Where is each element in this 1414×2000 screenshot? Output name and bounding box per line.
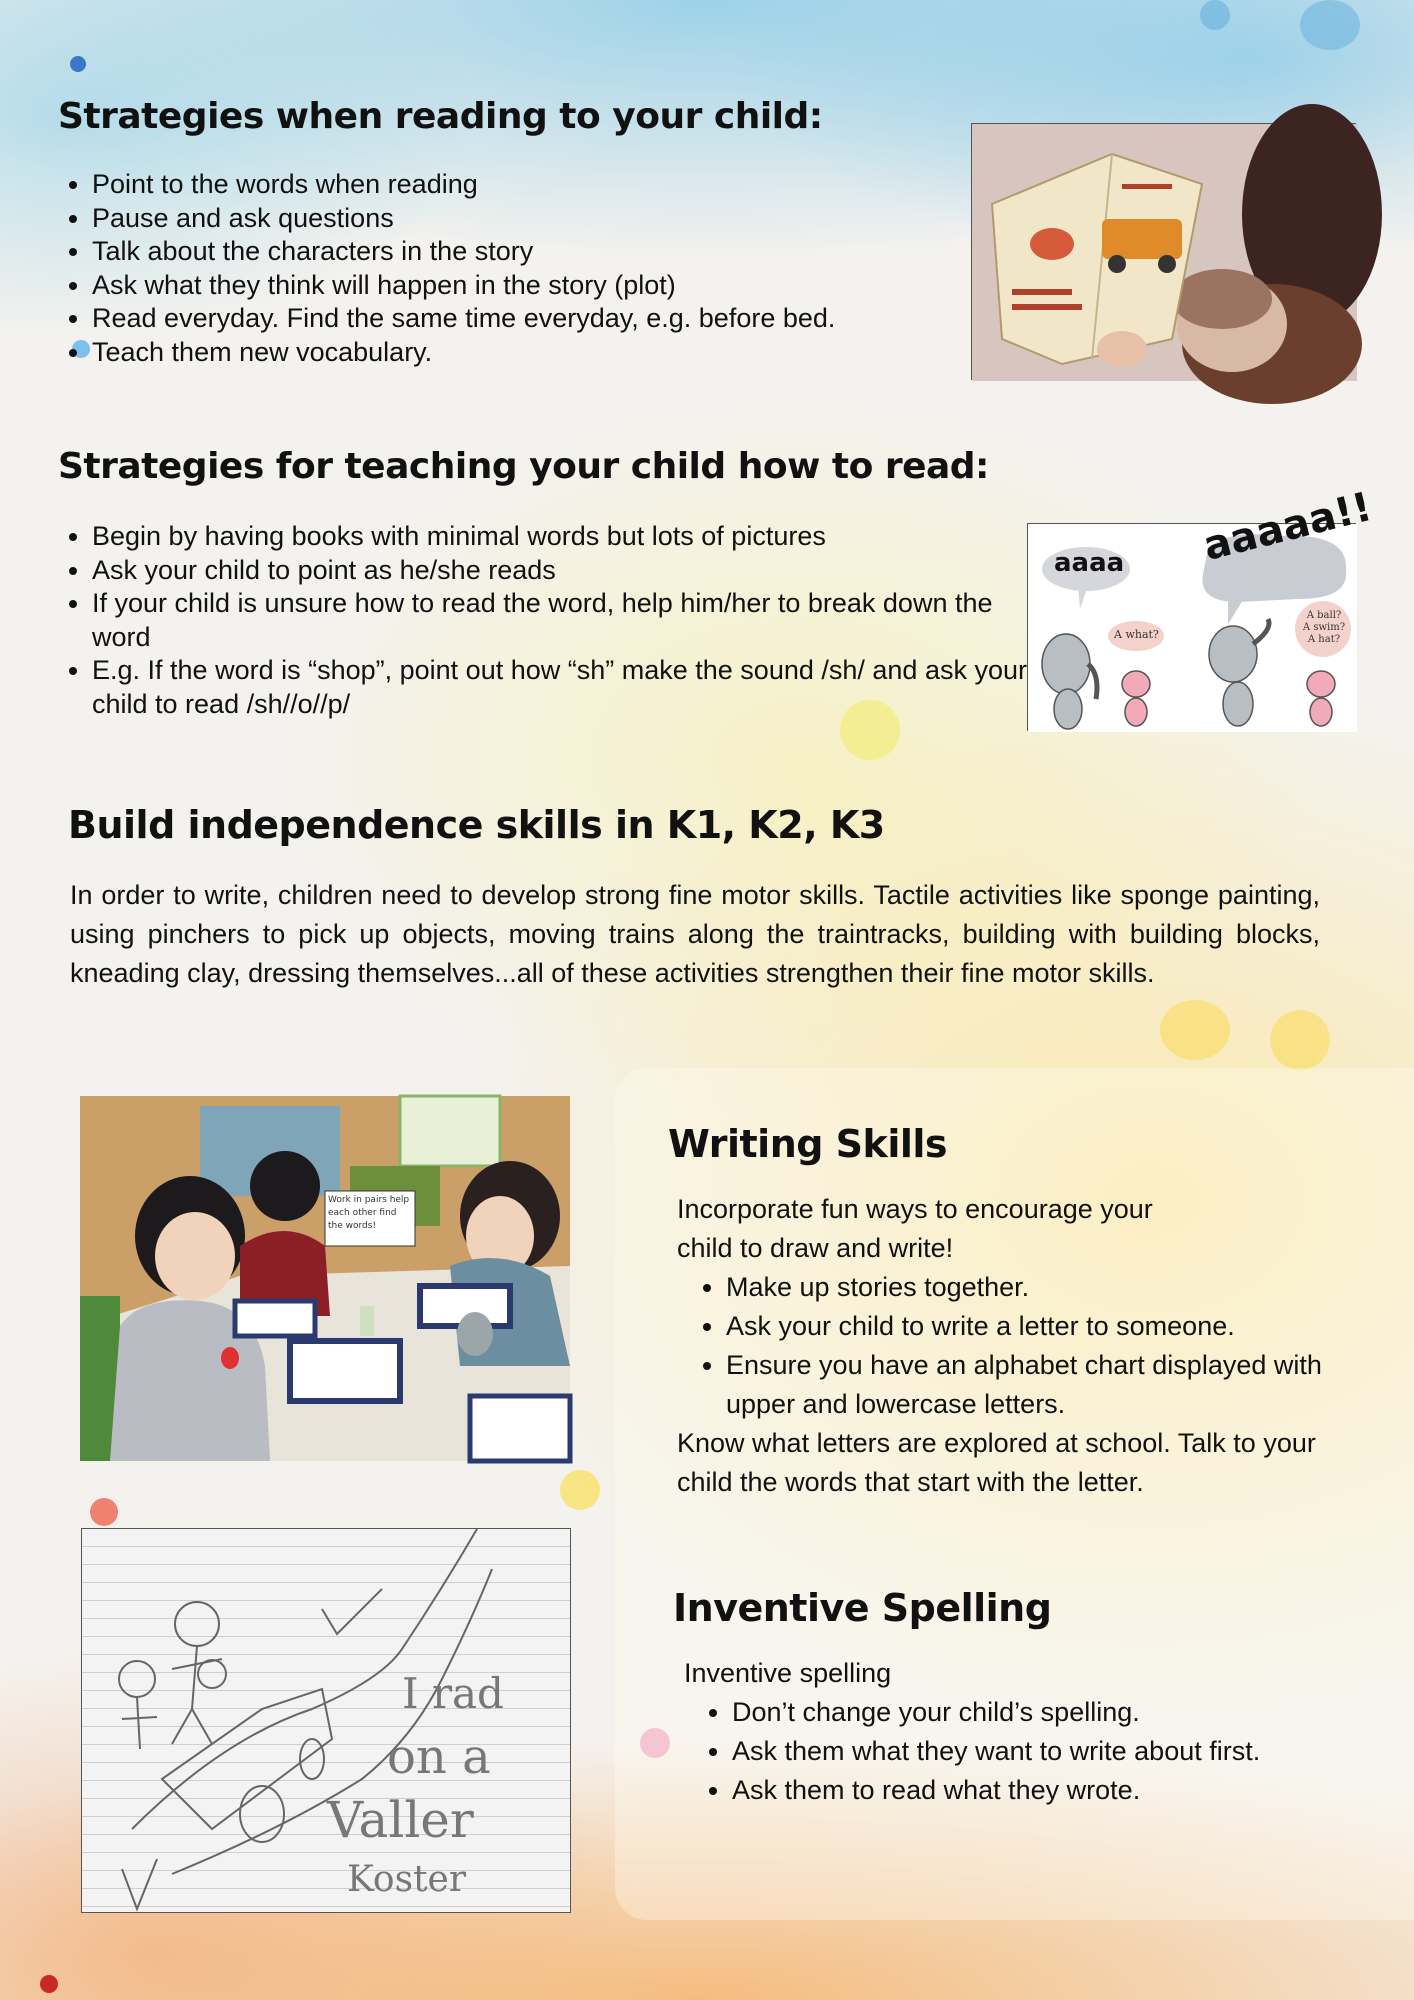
drawing-words <box>82 1529 572 1914</box>
list-item: • Teach them new vocabulary. <box>92 336 972 370</box>
list-item: • Pause and ask questions <box>92 202 972 236</box>
list-item: • Ask your child to write a letter to someone. <box>726 1307 1366 1346</box>
paint-dot <box>560 1470 600 1510</box>
independence-heading: Build independence skills in K1, K2, K3 <box>68 803 885 847</box>
paint-dot <box>1160 1000 1230 1060</box>
teaching-reading-list <box>60 520 1042 721</box>
drawing-word: Valler <box>327 1791 474 1849</box>
teaching-reading-heading: Strategies for teaching your child how to read: <box>58 446 989 487</box>
drawing-word: Koster <box>347 1859 467 1900</box>
writing-skills-outro: Know what letters are explored at school. Talk to your child the words that start with the letter. <box>677 1428 1316 1497</box>
children-writing-photo <box>80 1096 570 1461</box>
list-item: • Read everyday. Find the same time everyday, e.g. before bed. <box>92 302 972 336</box>
writing-skills-intro: Incorporate fun ways to encourage your child to draw and write! <box>677 1194 1153 1263</box>
independence-body: In order to write, children need to develop strong fine motor skills. Tactile activities like sponge painting, using pinchers to pick up objects, moving trains along the traintracks, building with building blocks, kneading clay, dressing themselves...all of these activities strengthen their fine motor skills. <box>70 880 1320 988</box>
list-item: • E.g. If the word is “shop”, point out how “sh” make the sound /sh/ and ask your child to read /sh//o//p/ <box>92 654 1042 721</box>
reading-strategies-heading: Strategies when reading to your child: <box>58 96 823 137</box>
drawing-word: I rad <box>402 1669 504 1718</box>
comic-bubble-left-text: aaaa <box>1054 548 1125 578</box>
list-item: • Ask them what they want to write about first. <box>732 1732 1392 1771</box>
reading-photo-illustration <box>972 124 1357 381</box>
list-item: • Ask what they think will happen in the story (plot) <box>92 269 972 303</box>
list-item: • Ensure you have an alphabet chart displayed with upper and lowercase letters. <box>726 1346 1366 1424</box>
inventive-spelling-heading: Inventive Spelling <box>673 1586 1052 1630</box>
comic-pig-left-text: A what? <box>1114 628 1159 641</box>
classroom-sign-text: Work in pairs help each other find the words! <box>328 1195 410 1231</box>
paint-dot <box>70 56 86 72</box>
paint-dot <box>1200 0 1230 30</box>
list-item: • If your child is unsure how to read the word, help him/her to break down the word <box>92 587 1042 654</box>
inventive-spelling-intro: Inventive spelling <box>684 1658 892 1688</box>
paint-dot <box>1270 1010 1330 1070</box>
paint-dot <box>40 1975 58 1993</box>
writing-skills-list <box>694 1268 1366 1424</box>
list-item: • Ask them to read what they wrote. <box>732 1771 1392 1810</box>
child-drawing <box>81 1528 571 1913</box>
reading-strategies-list <box>60 168 972 369</box>
list-item: • Don’t change your child’s spelling. <box>732 1693 1392 1732</box>
classroom-illustration <box>80 1096 570 1461</box>
list-item: • Make up stories together. <box>726 1268 1366 1307</box>
paint-dot <box>90 1498 118 1526</box>
inventive-spelling-list <box>700 1693 1392 1810</box>
comic-bubble-right-text: aaaaa!! <box>1198 483 1377 570</box>
list-item: • Begin by having books with minimal words but lots of pictures <box>92 520 1042 554</box>
writing-skills-heading: Writing Skills <box>668 1122 948 1166</box>
comic-pig-right-text: A ball? A swim? A hat? <box>1302 610 1346 645</box>
paint-dot <box>1300 0 1360 50</box>
list-item: • Talk about the characters in the story <box>92 235 972 269</box>
reading-photo <box>971 123 1356 380</box>
drawing-word: on a <box>387 1729 491 1785</box>
list-item: • Point to the words when reading <box>92 168 972 202</box>
elephant-piggie-comic <box>1027 483 1377 731</box>
list-item: • Ask your child to point as he/she reads <box>92 554 1042 588</box>
